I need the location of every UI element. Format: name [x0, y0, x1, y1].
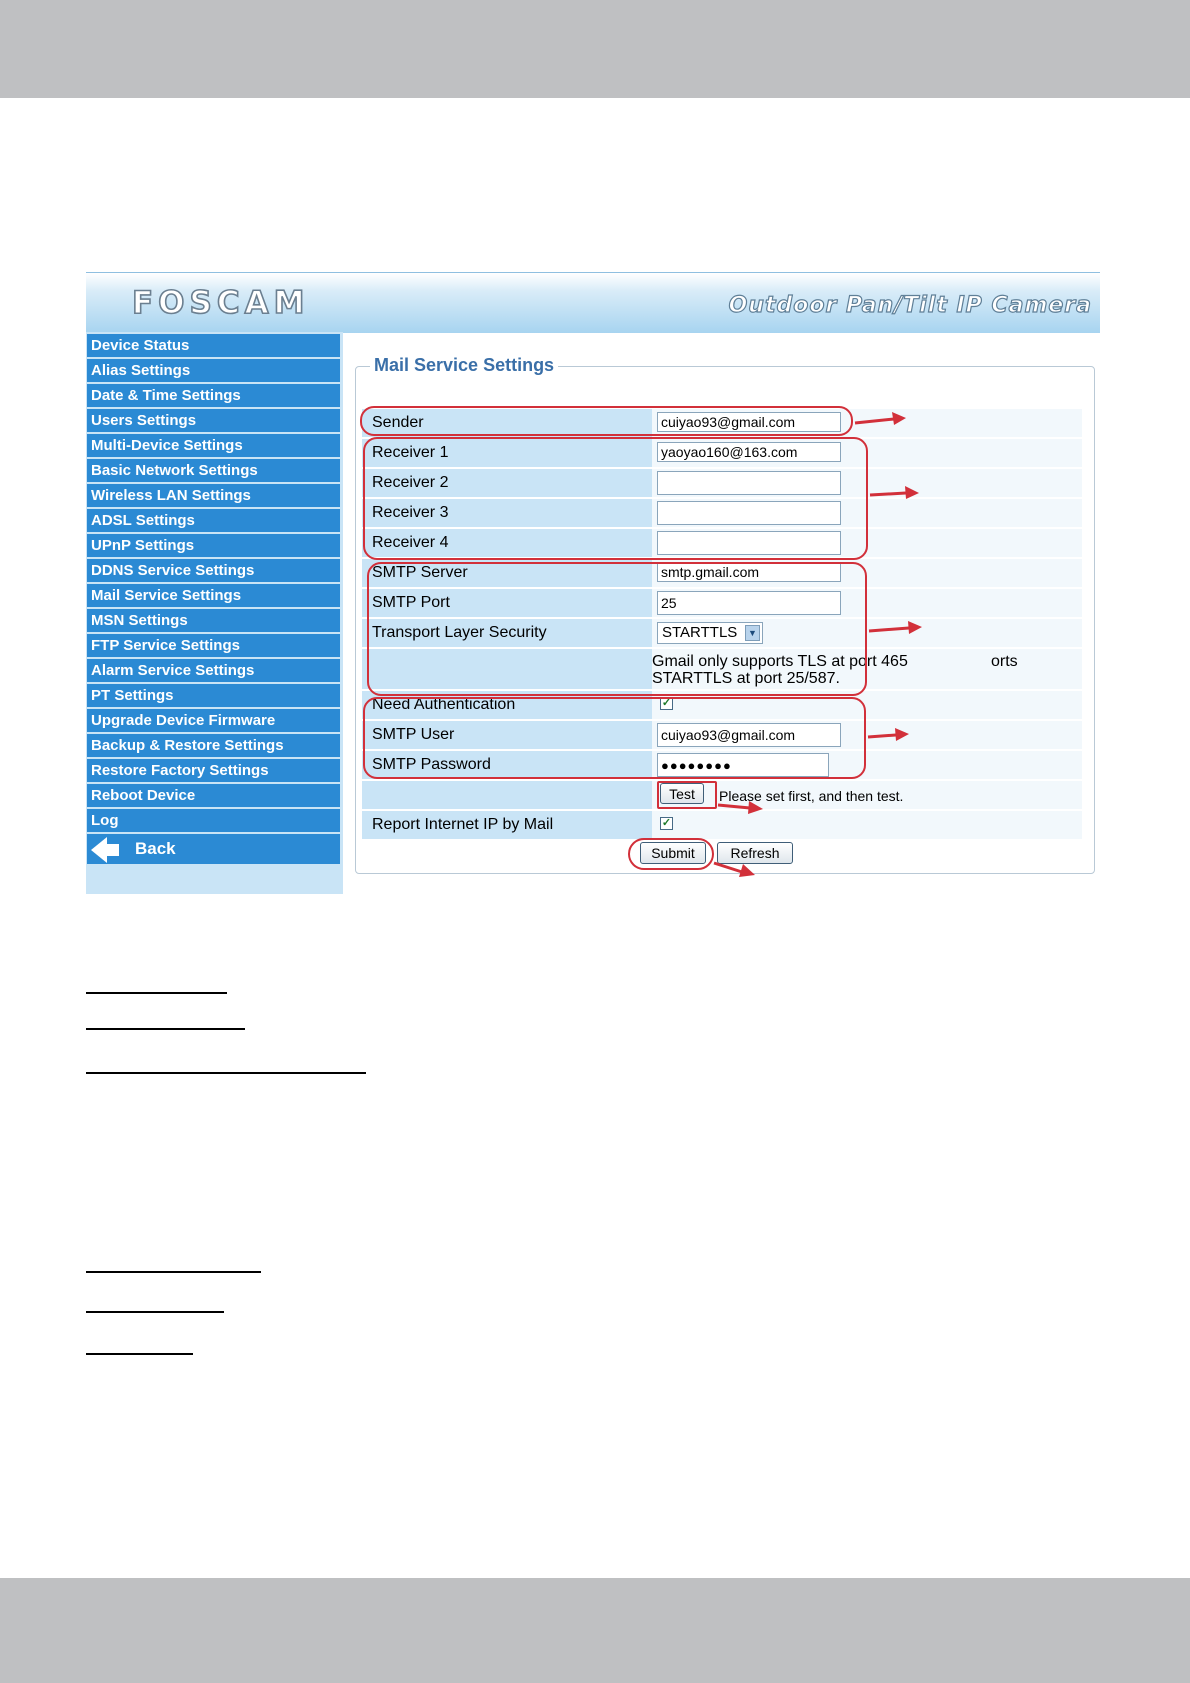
- sidebar-item-upgrade-device-firmware[interactable]: Upgrade Device Firmware: [87, 709, 340, 734]
- sidebar-item-alias-settings[interactable]: Alias Settings: [87, 359, 340, 384]
- arrowhead-icon: [748, 801, 763, 814]
- sidebar-item-users-settings[interactable]: Users Settings: [87, 409, 340, 434]
- sidebar-menu: [87, 334, 340, 866]
- tls-note-line-1: Gmail only supports TLS at port 465: [652, 653, 908, 670]
- test-button[interactable]: Test: [660, 783, 704, 804]
- camera-web-ui: [86, 272, 1100, 894]
- need-auth-checkbox[interactable]: ✓: [661, 697, 672, 709]
- sidebar-item-restore-factory-settings[interactable]: Restore Factory Settings: [87, 759, 340, 784]
- receiver4-label: Receiver 4: [362, 529, 652, 557]
- smtp-password-label: SMTP Password: [362, 751, 652, 779]
- sidebar-item-multi-device-settings[interactable]: Multi-Device Settings: [87, 434, 340, 459]
- underline-rule: [86, 1072, 366, 1074]
- annotation-arrows: [356, 367, 1094, 873]
- chevron-down-icon: ▼: [745, 625, 760, 641]
- underline-rule: [86, 1271, 261, 1273]
- arrowhead-icon: [895, 728, 909, 741]
- mail-service-panel: [355, 355, 1095, 874]
- sidebar-item-reboot-device[interactable]: Reboot Device: [87, 784, 340, 809]
- back-arrow-icon: [91, 837, 107, 863]
- smtp-user-label: SMTP User: [362, 721, 652, 749]
- sidebar-item-pt-settings[interactable]: PT Settings: [87, 684, 340, 709]
- receiver2-label: Receiver 2: [362, 469, 652, 497]
- foscam-logo: FOSCAM: [132, 285, 310, 321]
- arrowhead-icon: [905, 486, 919, 499]
- header-banner: [86, 272, 1100, 333]
- arrow-icon: [868, 735, 896, 737]
- underline-rule: [86, 1028, 245, 1030]
- test-note: Please set first, and then test.: [719, 788, 904, 804]
- sidebar-item-ftp-service-settings[interactable]: FTP Service Settings: [87, 634, 340, 659]
- arrowhead-icon: [739, 864, 755, 877]
- tls-selected-value: STARTTLS: [662, 624, 738, 641]
- report-ip-checkbox[interactable]: ✓: [661, 817, 672, 829]
- sidebar-item-msn-settings[interactable]: MSN Settings: [87, 609, 340, 634]
- sidebar-item-ddns-service-settings[interactable]: DDNS Service Settings: [87, 559, 340, 584]
- sidebar-item-device-status[interactable]: Device Status: [87, 334, 340, 359]
- underline-rule: [86, 1353, 193, 1355]
- panel-title: Mail Service Settings: [370, 355, 558, 376]
- product-name: Outdoor Pan/Tilt IP Camera: [728, 293, 1092, 318]
- report-ip-label: Report Internet IP by Mail: [362, 811, 652, 839]
- submit-button[interactable]: Submit: [640, 842, 706, 864]
- sidebar: [86, 332, 343, 894]
- arrowhead-icon: [892, 412, 906, 425]
- sidebar-item-log[interactable]: Log: [87, 809, 340, 834]
- page-top-band: [0, 0, 1190, 98]
- underline-rule: [86, 992, 227, 994]
- arrow-icon: [718, 805, 750, 808]
- refresh-button[interactable]: Refresh: [717, 842, 793, 864]
- receiver3-label: Receiver 3: [362, 499, 652, 527]
- sidebar-item-alarm-service-settings[interactable]: Alarm Service Settings: [87, 659, 340, 684]
- sidebar-item-upnp-settings[interactable]: UPnP Settings: [87, 534, 340, 559]
- back-button[interactable]: [87, 834, 340, 866]
- arrow-icon: [714, 863, 742, 872]
- page-bottom-band: [0, 1578, 1190, 1683]
- back-label: Back: [135, 839, 176, 858]
- arrow-icon: [870, 493, 906, 495]
- sender-label: Sender: [362, 409, 652, 437]
- smtp-port-label: SMTP Port: [362, 589, 652, 617]
- sidebar-item-mail-service-settings[interactable]: Mail Service Settings: [87, 584, 340, 609]
- arrowhead-icon: [908, 621, 922, 634]
- sidebar-item-date-time-settings[interactable]: Date & Time Settings: [87, 384, 340, 409]
- need-auth-label: Need Authentication: [362, 691, 652, 719]
- back-arrow-tail-icon: [107, 844, 119, 856]
- underline-rule: [86, 1311, 224, 1313]
- sidebar-item-wireless-lan-settings[interactable]: Wireless LAN Settings: [87, 484, 340, 509]
- arrow-icon: [855, 419, 894, 423]
- arrow-icon: [869, 628, 909, 631]
- smtp-server-label: SMTP Server: [362, 559, 652, 587]
- tls-note-line-2: STARTTLS at port 25/587.: [652, 670, 840, 687]
- tls-note-line-1-end: orts: [991, 653, 1018, 670]
- tls-label: Transport Layer Security: [362, 619, 652, 647]
- sidebar-item-backup-restore-settings[interactable]: Backup & Restore Settings: [87, 734, 340, 759]
- receiver1-label: Receiver 1: [362, 439, 652, 467]
- sidebar-item-adsl-settings[interactable]: ADSL Settings: [87, 509, 340, 534]
- sidebar-item-basic-network-settings[interactable]: Basic Network Settings: [87, 459, 340, 484]
